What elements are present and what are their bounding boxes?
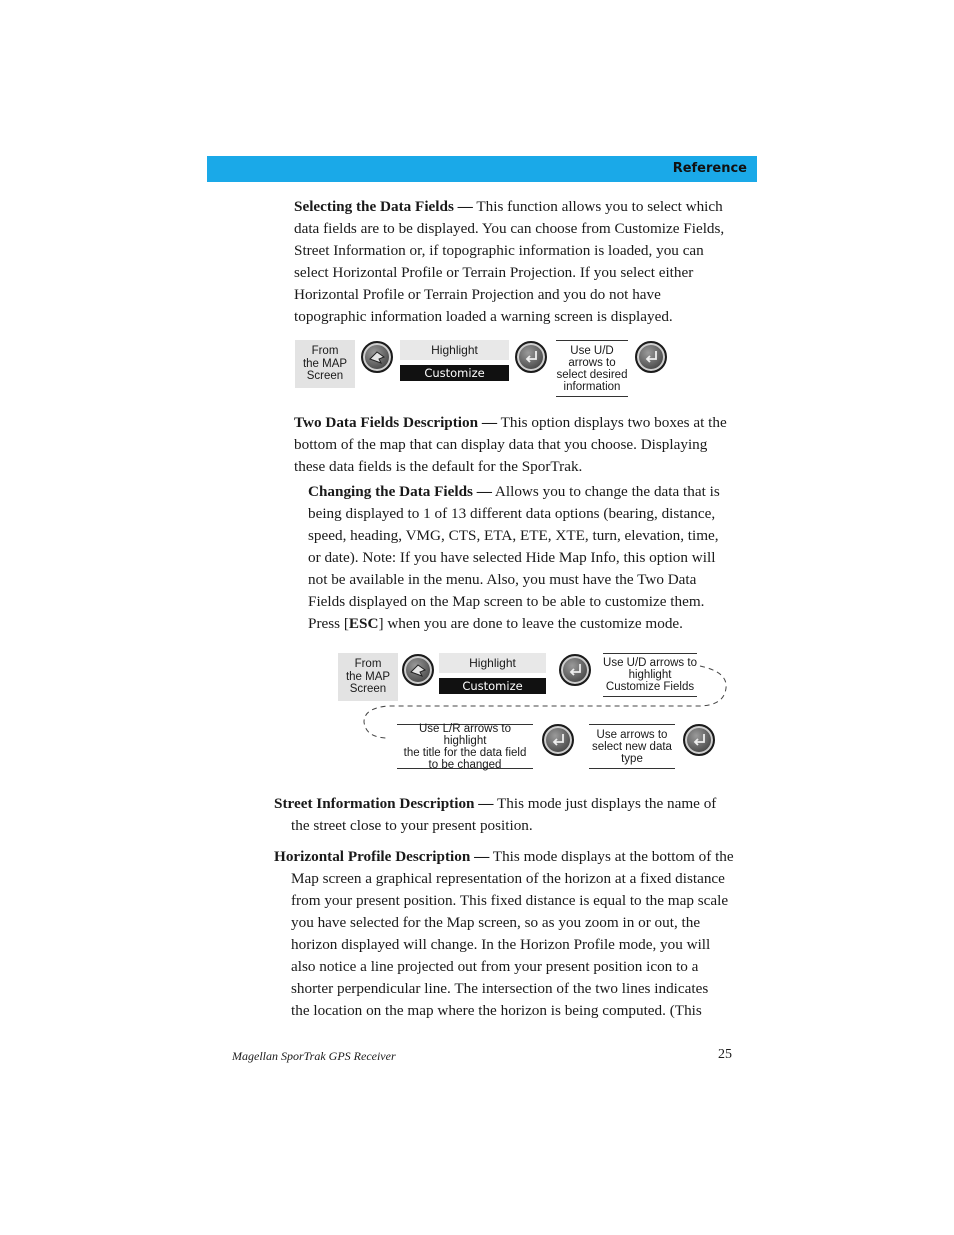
page-number: 25 <box>718 1047 732 1062</box>
from-map-screen-box: From the MAP Screen <box>295 340 355 388</box>
footer-title: Magellan SporTrak GPS Receiver <box>232 1049 396 1063</box>
street-paragraph: Street Information Description — This mode just displays the name of the street close to your present position. <box>274 795 717 834</box>
changing-title: Changing the Data Fields — <box>308 483 492 500</box>
street-title: Street Information Description — <box>274 795 494 812</box>
two-fields-title: Two Data Fields Description — <box>294 414 498 431</box>
menu-button-icon <box>402 654 434 686</box>
instruction-highlight-customize: Use U/D arrows to highlight Customize Fields <box>603 653 697 697</box>
horizontal-paragraph: Horizontal Profile Description — This mode displays at the bottom of the Map screen a graphical representation of the horizon at a fixed distance from your present position. This fixed distance is equal to the map scale you have selected for the Map screen, so as you zoom in or out, the horizon displayed will change. In the Horizon Profile mode, you will also notice a line projected out from your present position icon to a shorter perpendicular line. The intersection of the two lines indicates the location on the map where the horizon is being computed. (This <box>274 848 734 1019</box>
enter-button-icon <box>542 724 574 756</box>
esc-key: ESC <box>348 615 379 632</box>
section-title: Reference <box>672 161 747 176</box>
changing-paragraph: Changing the Data Fields — Allows you to change the data that is being displayed to 1 of 13 different data options (bearing, distance, speed, heading, VMG, CTS, ETA, ETE, XTE, turn, elevation, time, or date). Note: If you have selected Hide Map Info, this option will not be available in the menu. Also, you must have the Two Data Fields displayed on the Map screen to be able to customize them. Press [ESC] when you are done to leave the customize mode. <box>308 483 720 632</box>
highlight-customize: Customize <box>439 678 546 694</box>
instruction-select-data-type: Use arrows to select new data type <box>589 724 675 769</box>
enter-button-icon <box>683 724 715 756</box>
horizontal-title: Horizontal Profile Description — <box>274 848 490 865</box>
selecting-paragraph: Selecting the Data Fields — This function allows you to select which data fields are to be displayed. You can choose from Customize Fields, Street Information or, if topographic information is loaded, you can select Horizontal Profile or Terrain Projection. If you select either Horizontal Profile or Terrain Projection and you do not have topographic information loaded a warning screen is displayed. <box>294 198 725 325</box>
highlight-label: Highlight <box>400 340 509 360</box>
selecting-title: Selecting the Data Fields — <box>294 198 473 215</box>
instruction-select-info: Use U/D arrows to select desired information <box>556 340 628 397</box>
enter-button-icon <box>559 654 591 686</box>
from-map-screen-box: From the MAP Screen <box>338 653 398 701</box>
two-fields-paragraph: Two Data Fields Description — This option displays two boxes at the bottom of the map that can display data that you choose. Displaying these data fields is the default for the SporTrak. <box>294 414 727 475</box>
highlight-customize: Customize <box>400 365 509 381</box>
highlight-label: Highlight <box>439 653 546 673</box>
instruction-select-title: Use L/R arrows to highlight the title for the data field to be changed <box>397 724 533 769</box>
